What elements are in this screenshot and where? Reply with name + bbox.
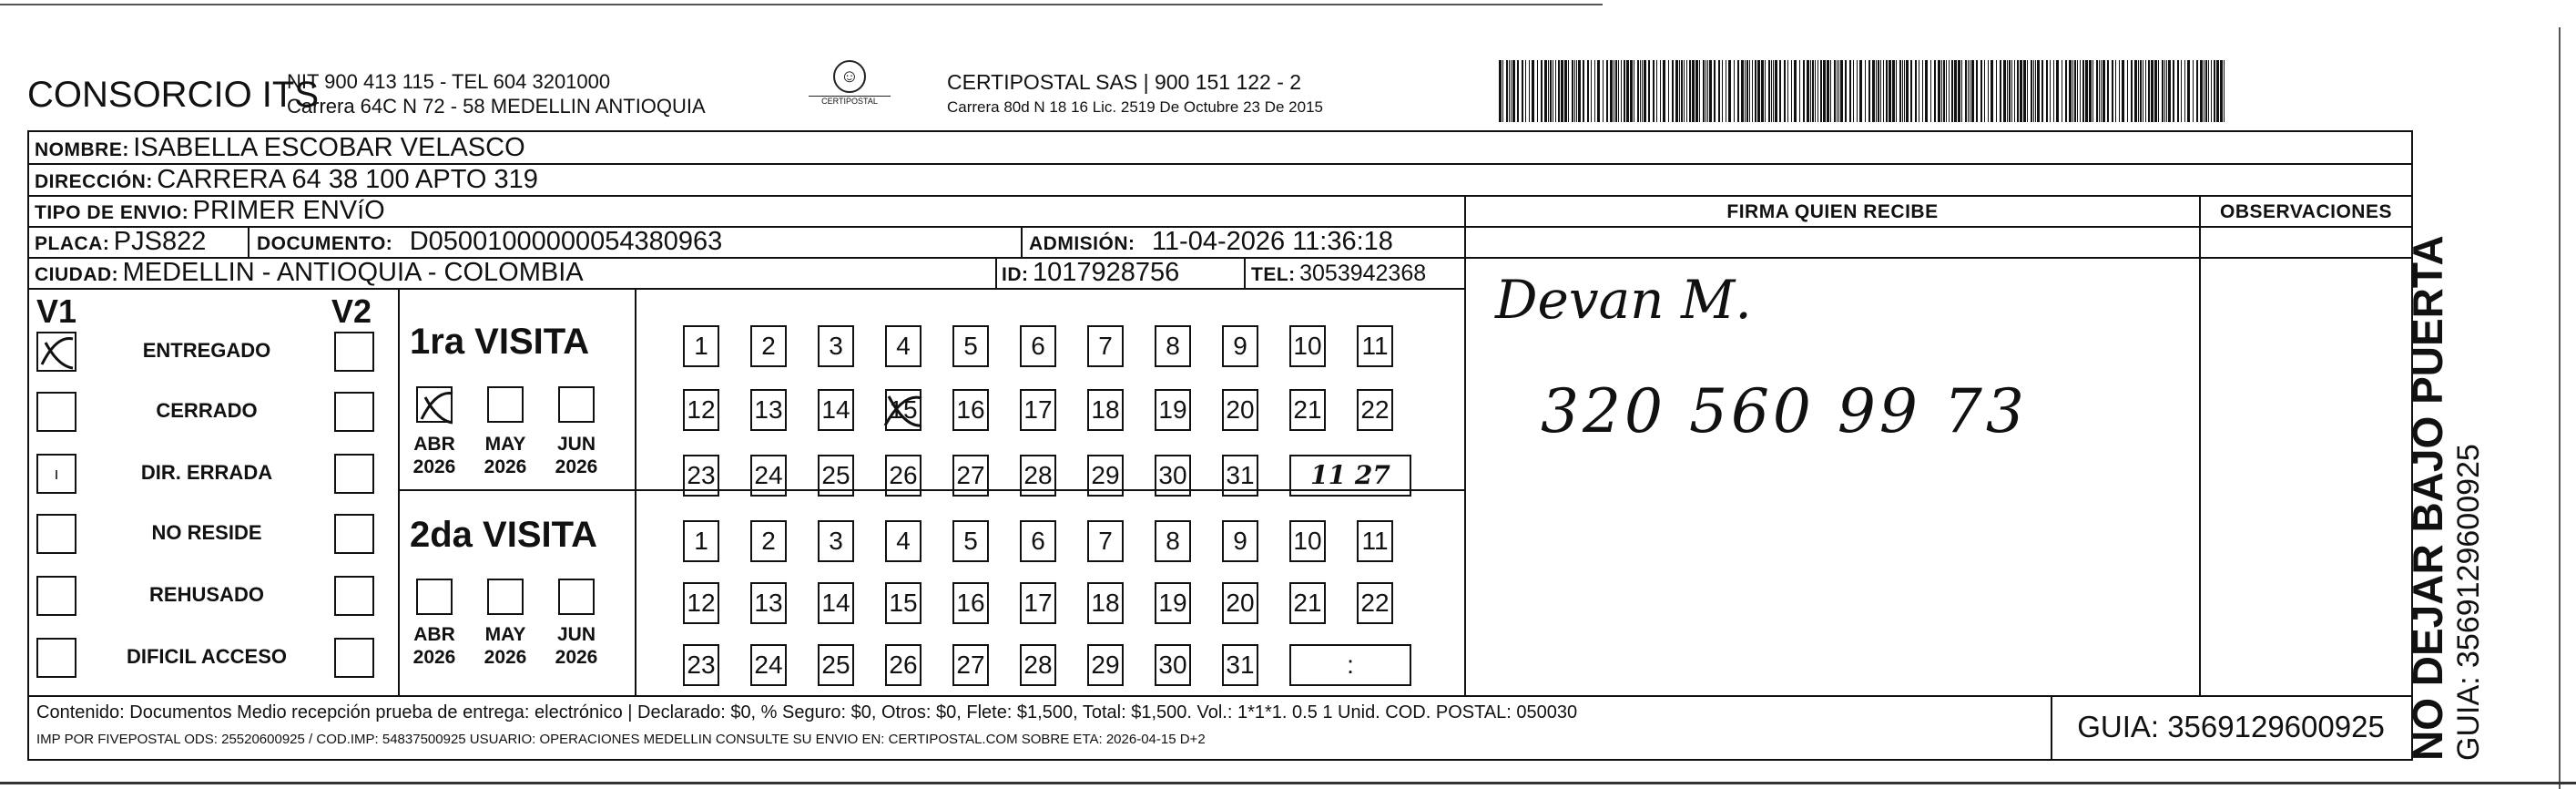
nombre-value: ISABELLA ESCOBAR VELASCO <box>133 133 525 162</box>
firma-header: FIRMA QUIEN RECIBE <box>1726 201 1939 222</box>
day-box[interactable]: 1 <box>683 325 719 367</box>
day-box[interactable]: 22 <box>1357 389 1393 431</box>
month-checkbox[interactable] <box>416 386 453 423</box>
month-name: ABR <box>413 434 455 455</box>
month-label <box>547 623 606 669</box>
day-box[interactable]: 19 <box>1155 389 1191 431</box>
month-name: JUN <box>556 624 596 645</box>
tipo-envio-row <box>35 196 385 226</box>
v1-checkbox[interactable] <box>36 576 76 616</box>
month-checkbox[interactable] <box>487 386 524 423</box>
side-vertical-text <box>2404 235 2486 761</box>
day-box[interactable]: 9 <box>1222 520 1258 562</box>
recipient-signature: Devan M. <box>1495 269 1752 331</box>
bottom-border-line <box>0 782 2576 784</box>
certipostal-logo <box>809 60 891 111</box>
documento-field <box>257 227 722 257</box>
logo-caption: CERTIPOSTAL <box>809 96 891 106</box>
top-border-line <box>0 4 1603 5</box>
month-checkbox[interactable] <box>558 386 595 423</box>
day-box[interactable]: 8 <box>1155 325 1191 367</box>
documento-label: DOCUMENTO: <box>257 233 393 254</box>
v1-checkbox[interactable]: ı <box>36 454 76 494</box>
certipostal-info <box>947 69 1323 120</box>
barcode <box>1499 60 2227 122</box>
id-label: ID: <box>1002 264 1029 285</box>
time-box[interactable]: : <box>1289 644 1411 686</box>
tel-value: 3053942368 <box>1299 261 1427 286</box>
month-year: 2026 <box>484 456 527 477</box>
day-box[interactable]: 26 <box>885 644 921 686</box>
id-value: 1017928756 <box>1032 258 1180 287</box>
day-box[interactable]: 25 <box>818 644 854 686</box>
day-box[interactable]: 3 <box>818 520 854 562</box>
day-box[interactable]: 31 <box>1222 455 1258 497</box>
day-box[interactable]: 18 <box>1087 582 1124 624</box>
certipostal-logo-icon: ☺ <box>833 60 866 93</box>
v1-checkbox[interactable] <box>36 638 76 678</box>
day-box[interactable]: 12 <box>683 582 719 624</box>
admision-field <box>1029 227 1393 257</box>
day-box[interactable]: 14 <box>818 389 854 431</box>
v1-checkbox[interactable] <box>36 392 76 432</box>
day-box[interactable]: 1 <box>683 520 719 562</box>
month-year: 2026 <box>412 647 456 668</box>
day-box[interactable]: 19 <box>1155 582 1191 624</box>
status-label: CERRADO <box>156 399 258 422</box>
month-name: MAY <box>484 624 526 645</box>
nit-line: NIT 900 413 115 - TEL 604 3201000 <box>287 70 611 93</box>
day-box[interactable]: 31 <box>1222 644 1258 686</box>
content-details: Contenido: Documentos Medio recepción prueba de entrega: electrónico | Declarado: $0, % Seguro: $0, Otros: $0, Flete: $1,500, Total: $1,500. Vol.: 1*1*1. 0.5 1 Unid. COD. POSTAL: 050030 <box>36 702 1578 722</box>
right-border-line <box>2559 27 2561 789</box>
certipostal-line-2: Carrera 80d N 18 16 Lic. 2519 De Octubre 23 De 2015 <box>947 98 1323 116</box>
v1-label: V1 <box>36 292 77 330</box>
month-checkbox[interactable] <box>558 579 595 615</box>
month-label <box>405 433 463 478</box>
day-box[interactable]: 27 <box>952 455 989 497</box>
day-box[interactable]: 23 <box>683 644 719 686</box>
day-box[interactable]: 29 <box>1087 455 1124 497</box>
day-box[interactable]: 16 <box>952 582 989 624</box>
company-address: Carrera 64C N 72 - 58 MEDELLIN ANTIOQUIA <box>287 95 706 118</box>
day-box[interactable]: 5 <box>952 325 989 367</box>
ciudad-value: MEDELLIN - ANTIOQUIA - COLOMBIA <box>122 258 584 287</box>
day-box[interactable]: 6 <box>1020 325 1056 367</box>
day-box[interactable]: 4 <box>885 325 921 367</box>
tipo-envio-label: TIPO DE ENVIO: <box>35 202 189 223</box>
day-box[interactable]: 15 <box>885 582 921 624</box>
day-box[interactable]: 15 <box>885 389 921 431</box>
day-box[interactable]: 13 <box>750 389 787 431</box>
nombre-label: NOMBRE: <box>35 139 129 160</box>
day-box[interactable]: 7 <box>1087 325 1124 367</box>
tel-field <box>1251 261 1426 287</box>
month-checkbox[interactable] <box>487 579 524 615</box>
day-box[interactable]: 6 <box>1020 520 1056 562</box>
admision-value: 11-04-2026 11:36:18 <box>1151 227 1393 256</box>
admision-label: ADMISIÓN: <box>1029 233 1135 254</box>
day-box[interactable]: 12 <box>683 389 719 431</box>
month-year: 2026 <box>555 647 598 668</box>
placa-label: PLACA: <box>35 233 110 254</box>
placa-value: PJS822 <box>113 227 207 256</box>
month-year: 2026 <box>484 647 527 668</box>
status-label: DIR. ERRADA <box>140 461 273 484</box>
direccion-label: DIRECCIÓN: <box>35 171 153 192</box>
day-box[interactable]: 3 <box>818 325 854 367</box>
day-box[interactable]: 29 <box>1087 644 1124 686</box>
company-info <box>287 69 706 118</box>
brand-name: CONSORCIO ITS <box>27 75 320 115</box>
day-box[interactable]: 10 <box>1289 520 1326 562</box>
day-box[interactable]: 28 <box>1020 644 1056 686</box>
day-box[interactable]: 4 <box>885 520 921 562</box>
day-box[interactable]: 2 <box>750 325 787 367</box>
observaciones-header: OBSERVACIONES <box>2220 201 2392 222</box>
direccion-row <box>35 165 538 195</box>
v1-checkbox[interactable] <box>36 514 76 554</box>
first-visit-title: 1ra VISITA <box>410 322 590 362</box>
day-box[interactable]: 24 <box>750 455 787 497</box>
day-box[interactable]: 20 <box>1222 582 1258 624</box>
day-box[interactable]: 27 <box>952 644 989 686</box>
day-box[interactable]: 17 <box>1020 389 1056 431</box>
status-label: NO RESIDE <box>151 521 262 544</box>
month-label <box>476 623 535 669</box>
month-checkbox[interactable] <box>416 579 453 615</box>
day-box[interactable]: 11 <box>1357 520 1393 562</box>
day-box[interactable]: 16 <box>952 389 989 431</box>
day-box[interactable]: 9 <box>1222 325 1258 367</box>
tipo-envio-value: PRIMER ENVíO <box>192 196 385 225</box>
ciudad-label: CIUDAD: <box>35 264 119 285</box>
certipostal-line-1: CERTIPOSTAL SAS | 900 151 122 - 2 <box>947 70 1302 94</box>
v2-checkbox[interactable] <box>334 392 374 432</box>
day-box[interactable]: 30 <box>1155 644 1191 686</box>
side-guia: GUIA: 3569129600925 <box>2451 444 2486 761</box>
status-label: REHUSADO <box>149 583 264 606</box>
ciudad-field <box>35 258 584 288</box>
month-year: 2026 <box>555 456 598 477</box>
v1-checkbox[interactable] <box>36 332 76 372</box>
id-field <box>1002 258 1179 288</box>
day-box[interactable]: 11 <box>1357 325 1393 367</box>
month-label <box>476 433 535 478</box>
month-name: JUN <box>556 434 596 455</box>
v2-checkbox[interactable] <box>334 454 374 494</box>
day-box[interactable]: 21 <box>1289 582 1326 624</box>
status-label: DIFICIL ACCESO <box>126 645 287 668</box>
documento-value: D05001000000054380963 <box>409 227 723 256</box>
day-box[interactable]: 26 <box>885 455 921 497</box>
day-box[interactable]: 10 <box>1289 325 1326 367</box>
month-name: MAY <box>484 434 526 455</box>
day-box[interactable]: 22 <box>1357 582 1393 624</box>
v2-label: V2 <box>331 292 372 330</box>
time-box[interactable]: 11 27 <box>1289 455 1411 497</box>
month-label <box>547 433 606 478</box>
month-name: ABR <box>413 624 455 645</box>
status-label: ENTREGADO <box>142 339 271 362</box>
day-box[interactable]: 2 <box>750 520 787 562</box>
day-box[interactable]: 18 <box>1087 389 1124 431</box>
day-box[interactable]: 30 <box>1155 455 1191 497</box>
placa-field <box>35 227 206 257</box>
no-dejar-warning: NO DEJAR BAJO PUERTA <box>2404 235 2451 761</box>
v2-checkbox[interactable] <box>334 576 374 616</box>
day-box[interactable]: 13 <box>750 582 787 624</box>
day-box[interactable]: 24 <box>750 644 787 686</box>
day-box[interactable]: 25 <box>818 455 854 497</box>
second-visit-title: 2da VISITA <box>410 515 597 555</box>
day-box[interactable]: 23 <box>683 455 719 497</box>
v2-checkbox[interactable] <box>334 332 374 372</box>
day-box[interactable]: 28 <box>1020 455 1056 497</box>
handwritten-phone: 320 560 99 73 <box>1541 376 2028 446</box>
day-box[interactable]: 17 <box>1020 582 1056 624</box>
nombre-row <box>35 133 525 163</box>
guia-number: GUIA: 3569129600925 <box>2077 710 2385 743</box>
day-box[interactable]: 8 <box>1155 520 1191 562</box>
day-box[interactable]: 20 <box>1222 389 1258 431</box>
month-year: 2026 <box>412 456 456 477</box>
v2-checkbox[interactable] <box>334 514 374 554</box>
print-info: IMP POR FIVEPOSTAL ODS: 25520600925 / COD.IMP: 54837500925 USUARIO: OPERACIONES MEDELLIN CONSULTE SU ENVIO EN: CERTIPOSTAL.COM SOBRE ETA: 2026-04-15 D+2 <box>36 732 1206 747</box>
delivery-form <box>27 130 2413 761</box>
day-box[interactable]: 21 <box>1289 389 1326 431</box>
v2-checkbox[interactable] <box>334 638 374 678</box>
tel-label: TEL: <box>1251 264 1296 285</box>
direccion-value: CARRERA 64 38 100 APTO 319 <box>157 165 538 194</box>
day-box[interactable]: 14 <box>818 582 854 624</box>
day-box[interactable]: 7 <box>1087 520 1124 562</box>
month-label <box>405 623 463 669</box>
day-box[interactable]: 5 <box>952 520 989 562</box>
